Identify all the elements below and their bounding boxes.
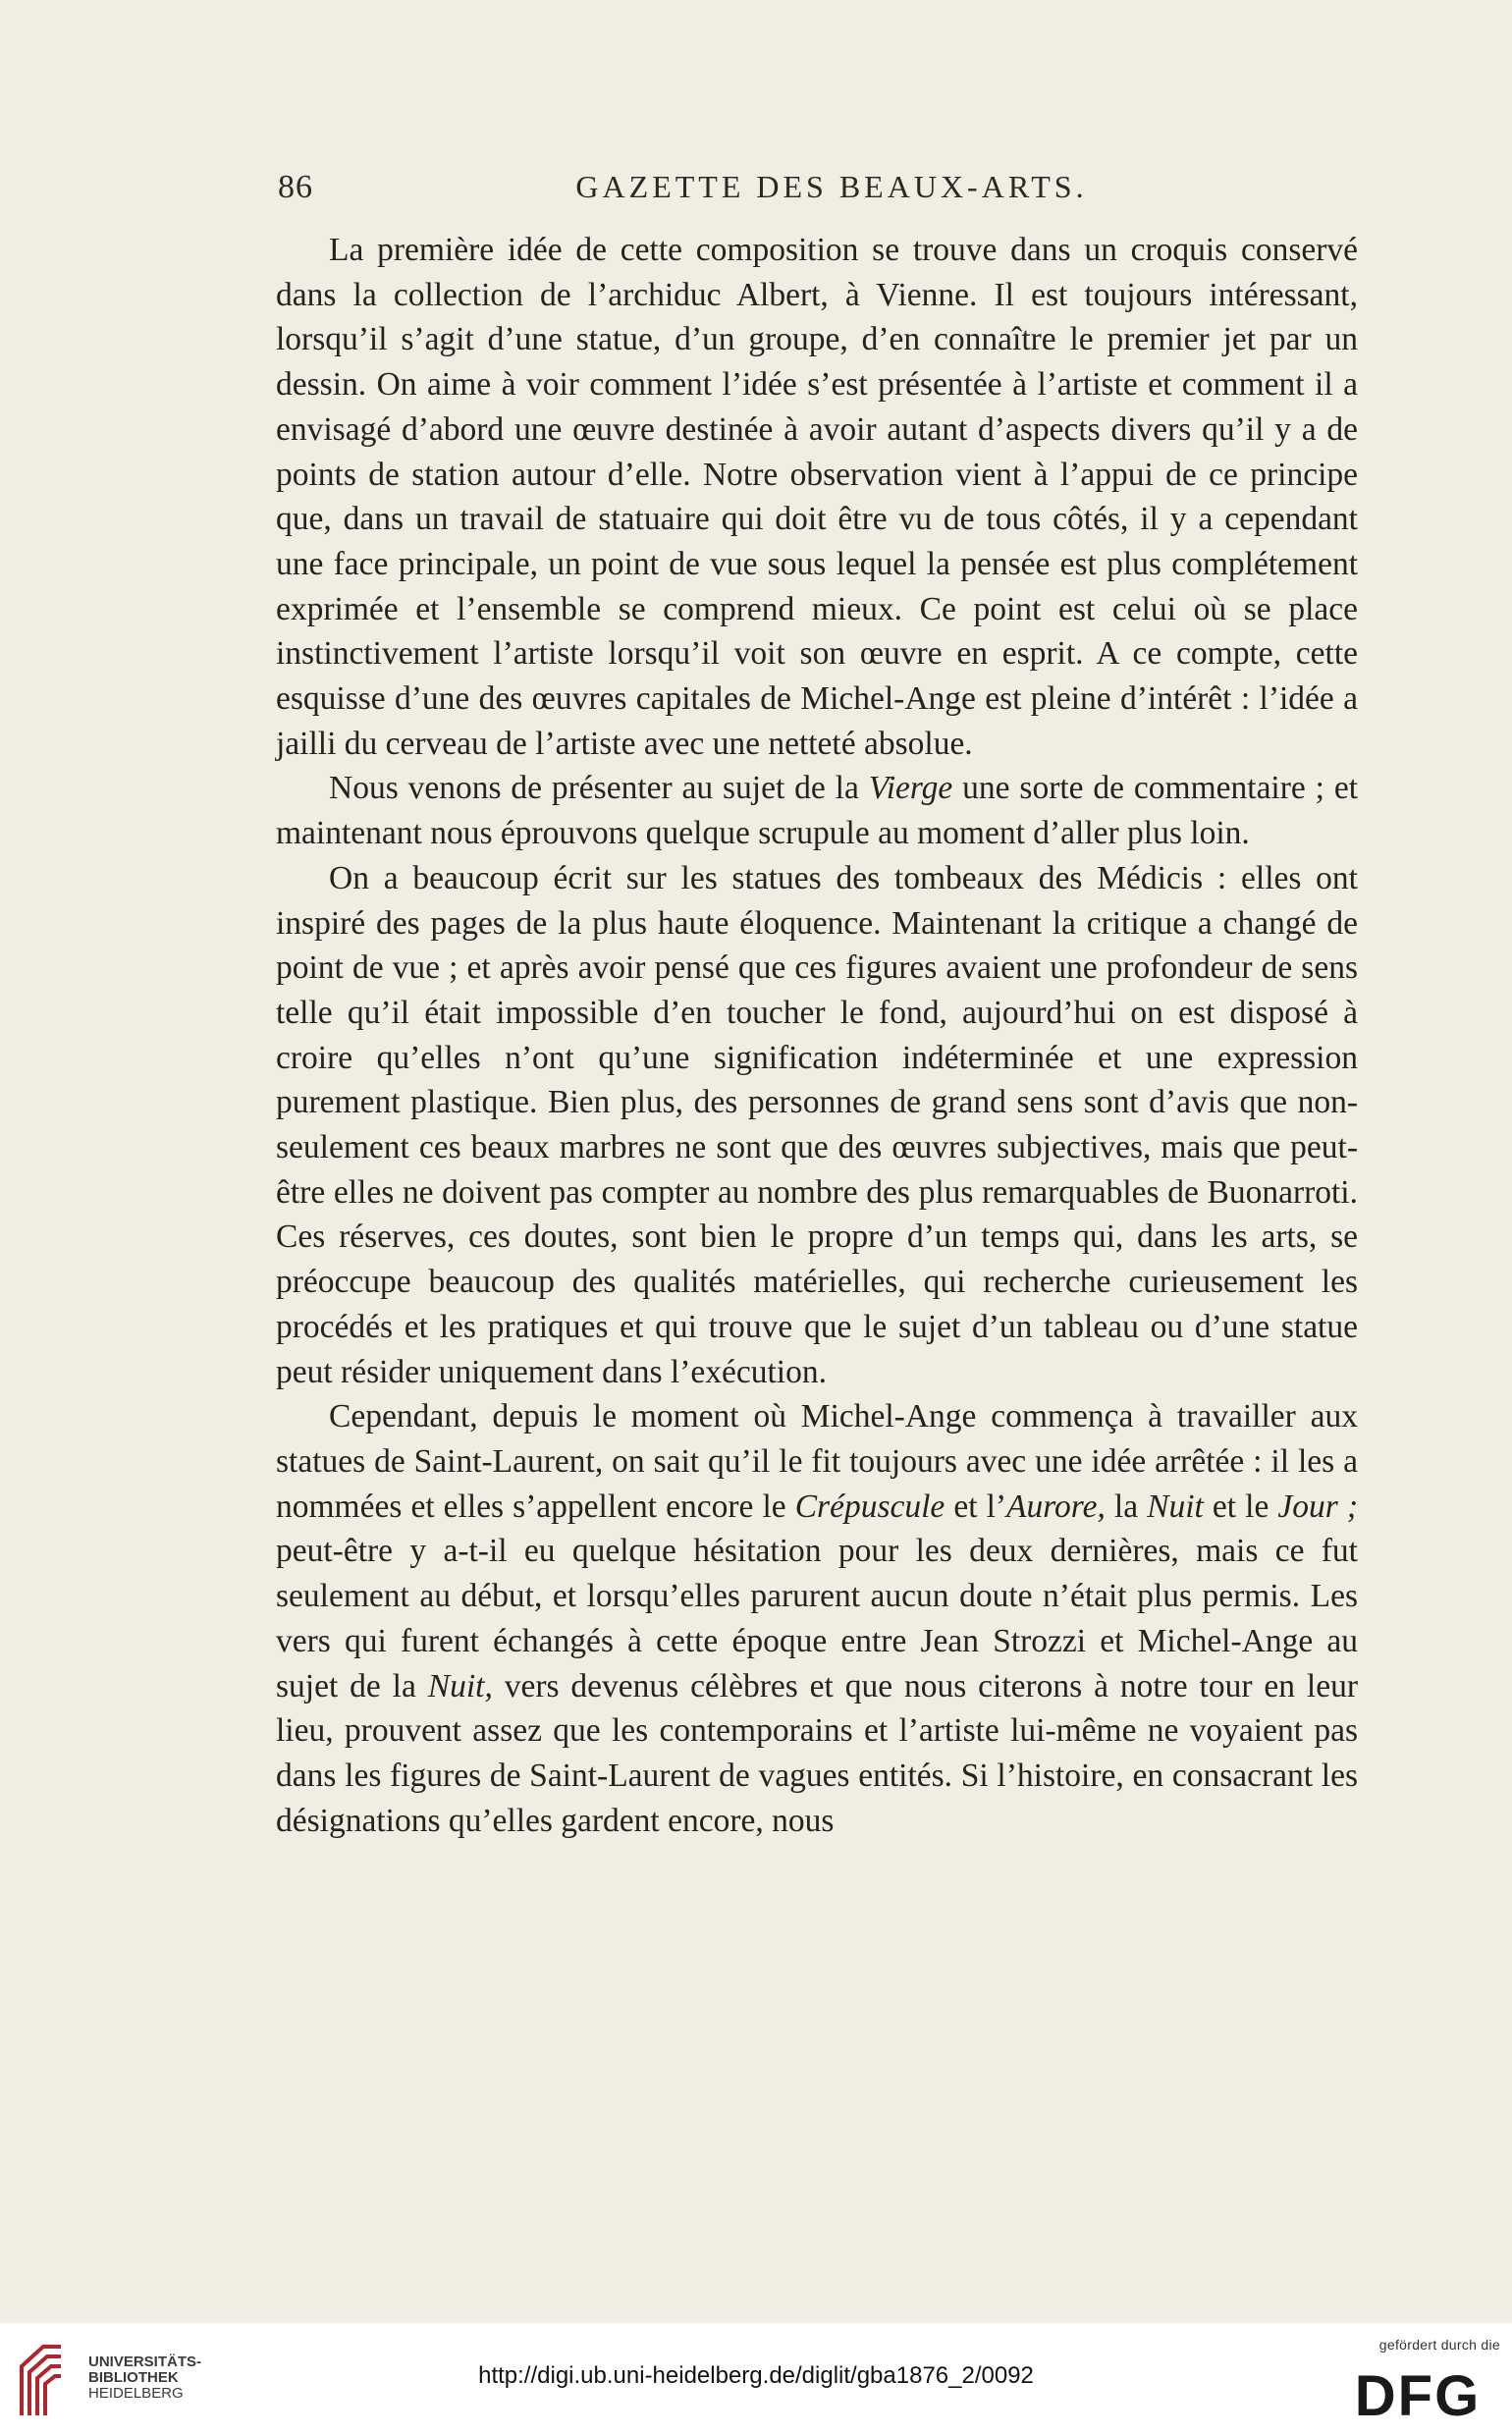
paragraph-4-italic-4: Jour ; — [1277, 1488, 1359, 1525]
paragraph-4-italic-5: Nuit, — [427, 1667, 493, 1704]
page-number: 86 — [278, 169, 313, 205]
dfg-logo-text: DFG — [1354, 2364, 1482, 2423]
paragraph-2-text-b: une sorte de commentaire ; et maintenant nous éprouvons quelque scrupule au moment d’aller plus loin. — [276, 770, 1359, 852]
paragraph-4-italic-3: Nuit — [1147, 1488, 1204, 1525]
viewer-footer — [0, 2323, 1512, 2435]
permalink-url[interactable]: http://digi.ub.uni-heidelberg.de/diglit/gba1876_2/0092 — [478, 2362, 1034, 2389]
paragraph-1: La première idée de cette composition se trouve dans un croquis conservé dans la collection de l’archiduc Albert, à Vienne. Il est toujours intéressant, lorsqu’il s’agit d’une statue, d’un groupe, d’en connaître le premier jet par un dessin. On aime à voir comment l’idée s’est présentée à l’artiste et comment il a envisagé d’abord une œuvre destinée à avoir autant d’aspects divers qu’il y a de points de station autour d’elle. Notre observation vient à l’appui de ce principe que, dans un travail de statuaire qui doit être vu de tous côtés, il y a cependant une face principale, un point de vue sous lequel la pensée est plus complétement exprimée et l’ensemble se comprend mieux. Ce point est celui où se place instinctivement l’artiste lorsqu’il voit son œuvre en esprit. A ce compte, cette esquisse d’une des œuvres capitales de Michel-Ange est pleine d’intérêt : l’idée a jailli du cerveau de l’artiste avec une netteté absolue. — [276, 232, 1358, 762]
paragraph-2-italic: Vierge — [868, 770, 953, 807]
dfg-logo-icon — [1339, 2364, 1496, 2423]
paragraph-4-text-3: la — [1105, 1488, 1148, 1525]
paragraph-4-text-6: vers devenus célèbres et que nous citerons à notre tour en leur lieu, prouvent assez que les contemporains et l’artiste lui-même ne voyaient pas dans les figures de Saint-Laurent de vagues entités. Si l’histoire, en consacrant les désignations qu’elles gardent encore, nous — [276, 1667, 1358, 1839]
paragraph-2 — [276, 766, 1358, 855]
paragraph-4-italic-1: Crépuscule — [794, 1488, 945, 1525]
article-body — [276, 228, 1358, 1843]
paragraph-4-italic-2: Aurore, — [1006, 1488, 1106, 1525]
running-head: GAZETTE DES BEAUX-ARTS. — [575, 169, 1088, 204]
paragraph-3: On a beaucoup écrit sur les statues des tombeaux des Médicis : elles ont inspiré des pages de la plus haute éloquence. Maintenant la critique a changé de point de vue ; et après avoir pensé que ces figures avaient une profondeur de sens telle qu’il était impossible d’en toucher le fond, aujourd’hui on est disposé à croire qu’elles n’ont qu’une signification indéterminée et une expression purement plastique. Bien plus, des personnes de grand sens sont d’avis que non-seulement ces beaux marbres ne sont que des œuvres subjectives, mais que peut-être elles ne doivent pas compter au nombre des plus remarquables de Buonarroti. Ces réserves, ces doutes, sont bien le propre d’un temps qui, dans les arts, se préoccupe beaucoup des qualités matérielles, qui recherche curieusement les procédés et les pratiques et qui trouve que le sujet d’un tableau ou d’une statue peut résider uniquement dans l’exécution. — [276, 859, 1358, 1390]
paragraph-4-text-4: et le — [1203, 1488, 1278, 1525]
page-header — [278, 165, 1356, 214]
funding-block — [1333, 2337, 1500, 2431]
paragraph-4-text-1: Cependant, depuis le moment où Michel-Ange commença à travailler aux statues de Saint-Laurent, on sait qu’il le fit toujours avec une idée arrêtée : il les a nommées et elles s’appellent encore le — [276, 1398, 1358, 1525]
funding-note: gefördert durch die — [1378, 2337, 1500, 2353]
paragraph-4 — [276, 1394, 1358, 1843]
paragraph-2-text-a: Nous venons de présenter au sujet de la — [329, 770, 869, 807]
paragraph-4-text-2: et l’ — [945, 1488, 1007, 1525]
library-name-line-3: HEIDELBERG — [88, 2385, 184, 2402]
library-name-line-1: UNIVERSITÄTS- — [88, 2354, 202, 2370]
library-name-line-2: BIBLIOTHEK — [88, 2369, 179, 2386]
paragraph-4-text-5: peut-être y a-t-il eu quelque hésitation pour les deux dernières, mais ce fut seulement au début, et lorsqu’elles parurent aucun doute n’était plus permis. Les vers qui furent échangés à cette époque entre Jean Strozzi et Michel-Ange au sujet de la — [276, 1533, 1358, 1704]
